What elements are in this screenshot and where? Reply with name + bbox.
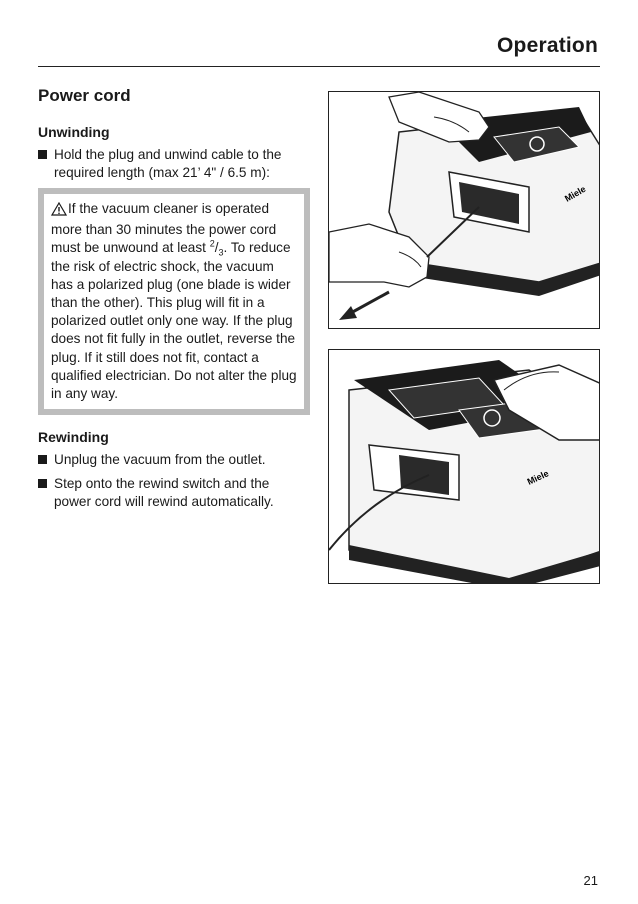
bullet-square-icon xyxy=(38,455,47,464)
vacuum-rewind-drawing xyxy=(329,350,599,583)
rewinding-step-text: Step onto the rewind switch and the power cord will rewind automatically. xyxy=(54,476,274,510)
warning-box xyxy=(38,188,310,415)
fraction-numerator: 2 xyxy=(209,238,215,249)
rewinding-heading: Rewinding xyxy=(38,429,109,446)
section-title: Power cord xyxy=(38,86,131,105)
warning-text: If the vacuum cleaner is operated more than 30 minutes the power cord must be unwound at least $^2/_3$. To reduce the risk of electric shock, the vacuum has a polarized plug (one blade is wider than the other). This plug will fit in a polarized outlet only one way. If the plug does not fit fully in the outlet, reverse the plug. If it still does not fit, contact a qualified electrician. Do not alter the plug in any way. xyxy=(44,194,304,409)
unwinding-heading: Unwinding xyxy=(38,124,110,140)
unwinding-step xyxy=(38,146,310,182)
vacuum-cord-pull-drawing xyxy=(329,92,599,328)
unwinding-step-text: Hold the plug and unwind cable to the required length (max 21’ 4" / 6.5 m): xyxy=(54,147,282,180)
rewinding-illustration xyxy=(328,349,600,584)
page-header-title: Operation xyxy=(497,34,598,57)
rewinding-step xyxy=(38,475,310,511)
svg-text:Miele: Miele xyxy=(525,468,551,487)
bullet-square-icon xyxy=(38,479,47,488)
text-column xyxy=(38,86,310,517)
page-number: 21 xyxy=(583,873,598,888)
bullet-square-icon xyxy=(38,150,47,159)
rewinding-step xyxy=(38,451,310,469)
rewinding-step-text: Unplug the vacuum from the outlet. xyxy=(54,452,266,468)
unwinding-illustration xyxy=(328,91,600,329)
header-divider xyxy=(38,66,600,67)
warning-triangle-icon xyxy=(51,202,67,221)
svg-text:Miele: Miele xyxy=(563,183,588,204)
fraction-denominator: 3 xyxy=(218,248,224,259)
warning-text-part1: If the vacuum cleaner is operated more than 30 minutes the power cord must be unwound at least xyxy=(51,201,277,256)
warning-text-part2: . To reduce the risk of electric shock, the vacuum has a polarized plug (one blade is wider than the other). This plug will fit in a polarized outlet only one way. If the plug does not fit fully in the outlet, reverse the plug. If it still does not fit, contact a qualified electrician. Do not alter the plug in any way. xyxy=(51,240,297,402)
